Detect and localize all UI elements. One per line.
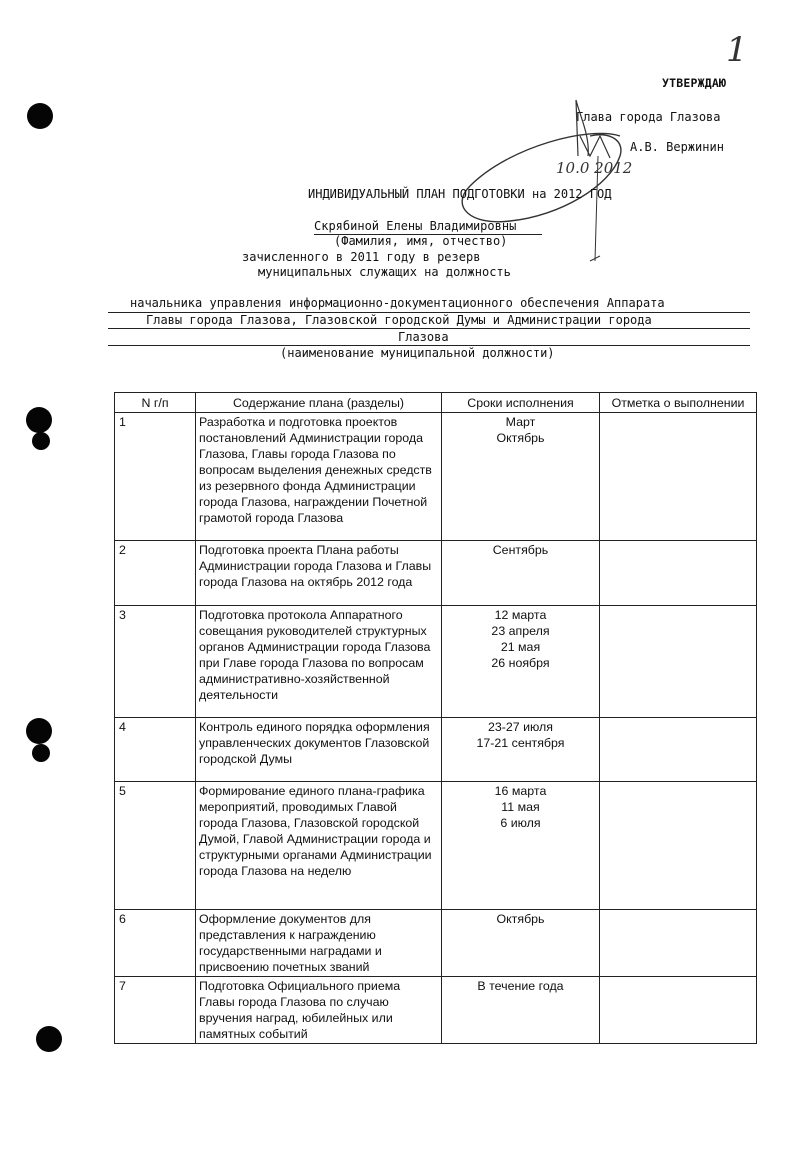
row-content: Контроль единого порядка оформления управленческих документов Глазовской городской Думы	[196, 718, 442, 782]
deadline-item: 23 апреля	[491, 624, 550, 638]
position-rule-2	[108, 328, 750, 329]
deadline-item: 12 марта	[494, 608, 547, 622]
col-header-number: N г/п	[115, 393, 196, 413]
table-row	[115, 782, 757, 910]
person-name-caption: (Фамилия, имя, отчество)	[334, 234, 508, 248]
approval-position: Глава города Глазова	[576, 110, 721, 124]
row-mark	[600, 606, 757, 718]
deadline-item: 6 июля	[500, 816, 541, 830]
row-mark	[600, 782, 757, 910]
approval-signer: А.В. Вержинин	[630, 140, 724, 154]
deadline-item: Март	[505, 415, 536, 429]
table-row	[115, 541, 757, 606]
row-number: 1	[115, 413, 196, 541]
punch-hole	[32, 744, 50, 762]
row-mark	[600, 977, 757, 1044]
table-row	[115, 718, 757, 782]
table-row	[115, 977, 757, 1044]
punch-hole	[36, 1026, 62, 1052]
row-number: 4	[115, 718, 196, 782]
row-number: 3	[115, 606, 196, 718]
person-name: Скрябиной Елены Владимировны	[314, 219, 517, 233]
col-header-mark: Отметка о выполнении	[600, 393, 757, 413]
row-deadline	[442, 718, 600, 782]
deadline-item: 11 мая	[501, 800, 540, 814]
table-row	[115, 413, 757, 541]
row-number: 5	[115, 782, 196, 910]
row-number: 2	[115, 541, 196, 606]
position-line-3: Глазова	[398, 330, 449, 344]
punch-hole	[27, 103, 53, 129]
deadline-item: Сентябрь	[492, 543, 549, 557]
deadline-item: Октябрь	[496, 912, 545, 926]
row-mark	[600, 718, 757, 782]
row-number: 6	[115, 910, 196, 977]
row-deadline	[442, 782, 600, 910]
position-line-2: Главы города Глазова, Глазовской городской Думы и Администрации города	[146, 313, 652, 327]
page-number: 1	[726, 30, 748, 70]
row-content: Подготовка Официального приема Главы города Глазова по случаю вручения наград, юбилейных или памятных событий	[196, 977, 442, 1044]
row-content: Подготовка протокола Аппаратного совещания руководителей структурных органов Администрации города Глазова при Главе города Глазова по вопросам административно-хозяйственной деятельности	[196, 606, 442, 718]
deadline-item: 21 мая	[500, 640, 541, 654]
document-title: ИНДИВИДУАЛЬНЫЙ ПЛАН ПОДГОТОВКИ на 2012 ГОД	[308, 187, 612, 201]
deadline-item: Октябрь	[496, 431, 545, 445]
row-deadline	[442, 413, 600, 541]
row-content: Подготовка проекта Плана работы Администрации города Глазова и Главы города Глазова на октябрь 2012 года	[196, 541, 442, 606]
punch-hole	[32, 432, 50, 450]
row-deadline	[442, 977, 600, 1044]
approval-date: 10.0 2012	[556, 159, 633, 177]
row-deadline	[442, 541, 600, 606]
row-mark	[600, 541, 757, 606]
position-line-1: начальника управления информационно-документационного обеспечения Аппарата	[130, 296, 665, 310]
row-number: 7	[115, 977, 196, 1044]
row-mark	[600, 910, 757, 977]
col-header-deadline: Сроки исполнения	[442, 393, 600, 413]
row-content: Оформление документов для представления к награждению государственными наградами и присвоению почетных званий	[196, 910, 442, 977]
row-deadline	[442, 910, 600, 977]
table-header-row	[115, 393, 757, 413]
col-header-content: Содержание плана (разделы)	[196, 393, 442, 413]
approval-heading: УТВЕРЖДАЮ	[662, 76, 727, 90]
deadline-item: 23-27 июля	[487, 720, 553, 734]
person-line-1: зачисленного в 2011 году в резерв	[242, 250, 481, 264]
row-content: Формирование единого плана-графика мероприятий, проводимых Главой города Глазова, Глазовской городской Думой, Главой Администрации города и структурными органами Администрации города Глазова на неделю	[196, 782, 442, 910]
deadline-item: 16 марта	[494, 784, 547, 798]
position-caption: (наименование муниципальной должности)	[280, 346, 555, 360]
deadline-item: 26 ноября	[491, 656, 550, 670]
punch-hole	[26, 407, 52, 433]
row-deadline	[442, 606, 600, 718]
table-row	[115, 910, 757, 977]
punch-hole	[26, 718, 52, 744]
row-content: Разработка и подготовка проектов постановлений Администрации города Глазова, Главы города Глазова по вопросам выделения денежных средств из резервного фонда Администрации города Глазова, награждении Почетной грамотой города Глазова	[196, 413, 442, 541]
table-row	[115, 606, 757, 718]
plan-table	[114, 392, 756, 1044]
row-mark	[600, 413, 757, 541]
deadline-item: 17-21 сентября	[476, 736, 565, 750]
deadline-item: В течение года	[477, 979, 564, 993]
person-line-2: муниципальных служащих на должность	[258, 265, 511, 279]
